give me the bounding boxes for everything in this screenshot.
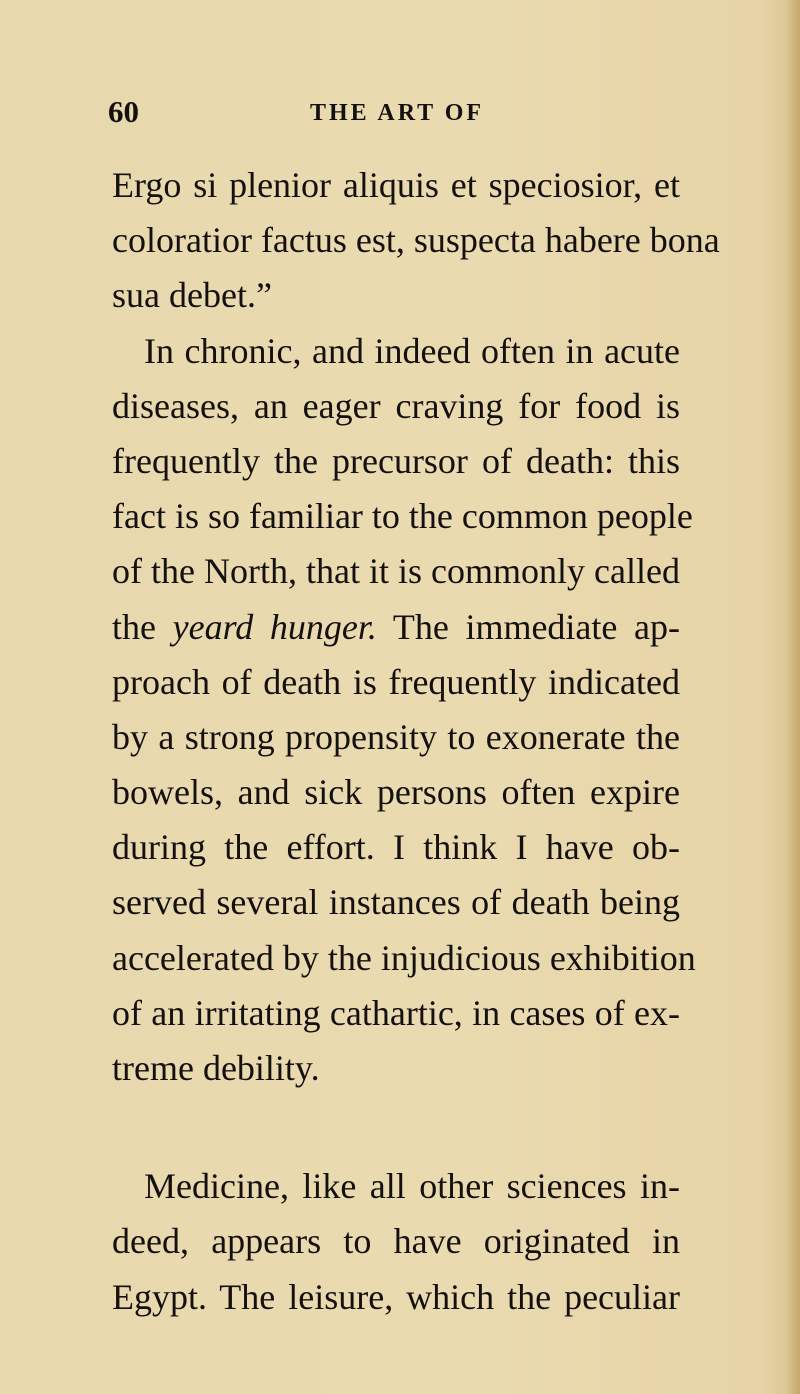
text-line: diseases, an eager craving for food is xyxy=(112,385,680,426)
text-line: coloratior factus est, suspecta habere bona xyxy=(112,220,720,261)
text-line: Medicine, like all other sciences in- xyxy=(144,1166,680,1207)
text-segment: the xyxy=(112,606,173,647)
text-line: Egypt. The leisure, which the peculiar xyxy=(112,1276,680,1317)
text-line: fact is so familiar to the common people xyxy=(112,496,693,537)
text-line: In chronic, and indeed often in acute xyxy=(144,330,680,371)
text-line: during the effort. I think I have ob- xyxy=(112,827,680,868)
running-head-title: THE ART OF xyxy=(310,100,485,126)
text-line: by a strong propensity to exonerate the xyxy=(112,716,680,757)
paragraph-chronic-diseases xyxy=(112,324,696,1097)
italic-term: yeard hunger. xyxy=(172,606,377,647)
text-line: deed, appears to have originated in xyxy=(112,1221,680,1262)
text-line: Ergo si plenior aliquis et speciosior, et xyxy=(112,165,680,205)
paragraph-latin-quote xyxy=(112,158,720,324)
text-line: of the North, that it is commonly called xyxy=(112,551,680,592)
text-line: accelerated by the injudicious exhibition xyxy=(112,937,696,978)
text-line: treme debility. xyxy=(112,1048,320,1088)
section-gap xyxy=(112,1096,680,1159)
page-number: 60 xyxy=(108,94,139,129)
text-segment: The immediate ap- xyxy=(376,606,680,647)
running-head xyxy=(108,94,528,138)
text-line: bowels, and sick persons often expire xyxy=(112,772,680,813)
text-line: of an irritating cathartic, in cases of ex- xyxy=(112,992,680,1033)
paragraph-medicine-egypt xyxy=(112,1159,680,1325)
text-line xyxy=(112,600,680,655)
text-line: proach of death is frequently indicated xyxy=(112,661,680,702)
body-text xyxy=(112,158,720,1325)
page-edge-shadow xyxy=(786,0,800,1394)
text-line: served several instances of death being xyxy=(112,882,680,923)
text-line: sua debet.” xyxy=(112,275,272,316)
text-line: frequently the precursor of death: this xyxy=(112,440,680,481)
